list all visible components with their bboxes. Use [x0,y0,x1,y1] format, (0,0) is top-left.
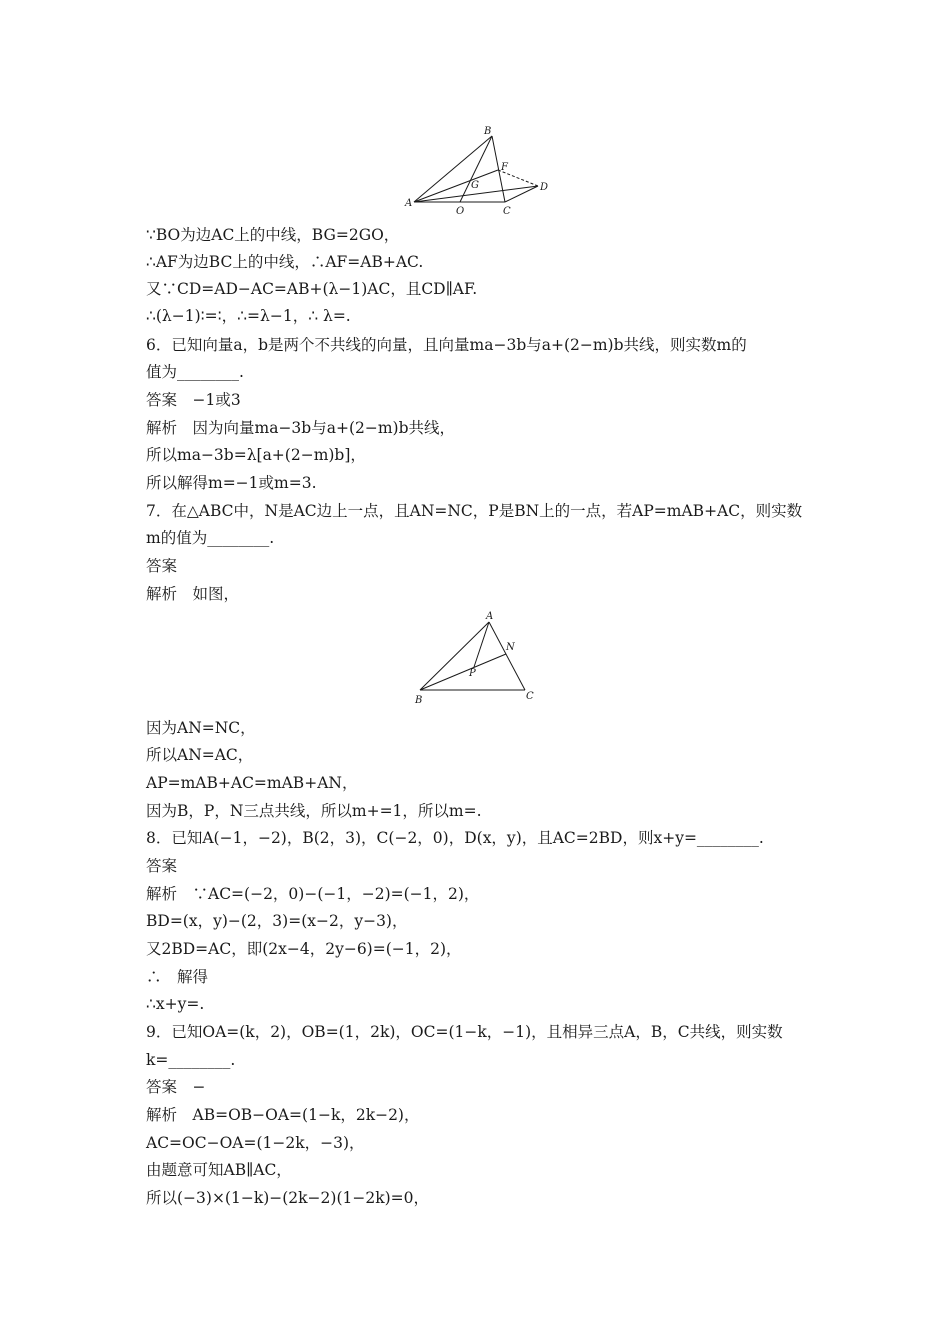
analysis-7: 解析 如图， [146,585,240,603]
text-line: 所以解得m=−1或m=3. [146,474,317,492]
text-line: ∴AF为边BC上的中线，∴AF=AB+AC. [146,253,424,271]
figure2-label-b: B [415,695,423,706]
figure2-label-a: A [486,611,494,622]
text-line: AP=mAB+AC=mAB+AN， [146,774,358,792]
figure1-label-g: G [471,180,479,191]
answer-7: 答案 [146,557,178,575]
figure1-label-f: F [501,162,508,173]
text-line: 所以AN=AC， [146,746,254,764]
analysis-6: 解析 因为向量ma−3b与a+(2−m)b共线， [146,419,456,437]
answer-8: 答案 [146,857,178,875]
text-line: ∴ 解得 [146,968,209,986]
text-line: BD=(x，y)−(2，3)=(x−2，y−3)， [146,912,408,930]
figure2-label-c: C [526,691,534,702]
text-line: 所以ma−3b=λ[a+(2−m)b]， [146,446,366,464]
text-line: 又2BD=AC，即(2x−4，2y−6)=(−1，2)， [146,940,462,958]
figure1-label-d: D [540,182,549,193]
text-line: AC=OC−OA=(1−2k，−3)， [146,1134,365,1152]
figure2-label-p: P [469,668,476,679]
analysis-8: 解析 ∵AC=(−2，0)−(−1，−2)=(−1，2)， [146,885,480,903]
question-7: 7．在△ABC中，N是AC边上一点，且AN=NC，P是BN上的一点，若AP=mAB+AC，则实数 [146,502,803,520]
question-8: 8．已知A(−1，−2)，B(2，3)，C(−2，0)，D(x，y)，且AC=2BD，则x+y=________. [146,829,764,847]
question-6-blank: 值为________. [146,363,244,381]
question-9: 9．已知OA=(k，2)，OB=(1，2k)，OC=(1−k，−1)，且相异三点A，B，C共线，则实数 [146,1023,783,1041]
triangle-figure-1 [400,122,560,218]
text-line: 由题意可知AB∥AC， [146,1161,292,1179]
question-6: 6．已知向量a，b是两个不共线的向量，且向量ma−3b与a+(2−m)b共线，则实数m的 [146,336,747,354]
text-line: 又∵CD=AD−AC=AB+(λ−1)AC，且CD∥AF. [146,280,478,298]
figure1-label-a: A [405,198,413,209]
text-line: 因为AN=NC， [146,719,256,737]
text-line: 所以(−3)×(1−k)−(2k−2)(1−2k)=0， [146,1189,429,1207]
text-line: ∵BO为边AC上的中线，BG=2GO， [146,226,400,244]
figure1-label-c: C [503,206,511,217]
question-9-blank: k=________. [146,1051,236,1069]
text-line: ∴x+y=. [146,995,205,1013]
answer-9: 答案 − [146,1078,206,1096]
analysis-9: 解析 AB=OB−OA=(1−k，2k−2)， [146,1106,420,1124]
question-7-blank: m的值为________. [146,529,275,547]
figure1-label-b: B [484,126,492,137]
figure1-label-o: O [456,206,465,217]
triangle-figure-2 [405,608,545,708]
figure2-label-n: N [506,642,515,653]
text-line: 因为B，P，N三点共线，所以m+=1，所以m=. [146,802,482,820]
text-line: ∴(λ−1)∶=∶，∴=λ−1，∴ λ=. [146,307,351,325]
answer-6: 答案 −1或3 [146,391,241,409]
